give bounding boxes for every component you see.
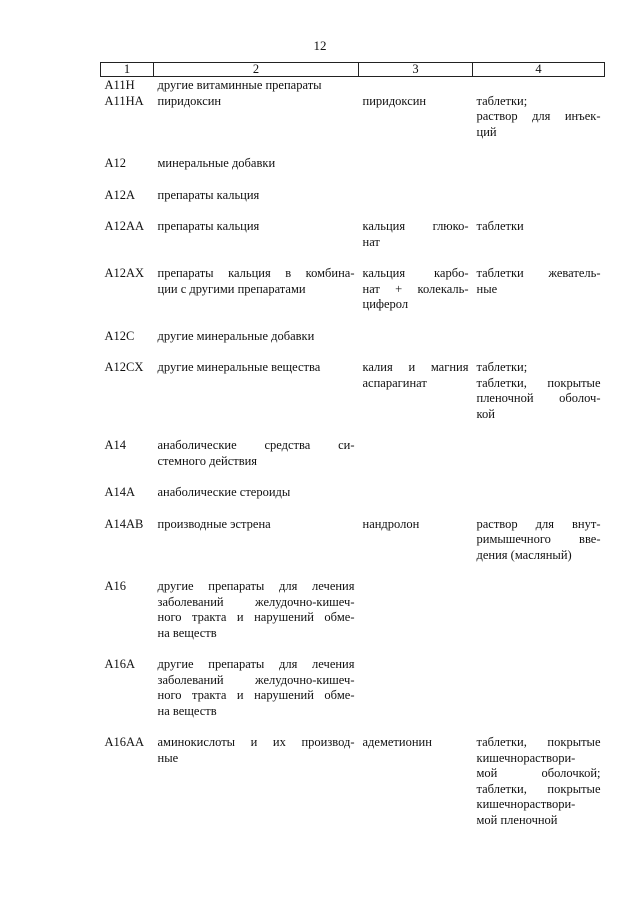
cell-line: таблетки; [476, 93, 528, 108]
drug-table [100, 62, 605, 844]
cell-line: A16 [104, 579, 127, 593]
cell-group [154, 329, 359, 361]
cell-line: A12A [104, 187, 136, 202]
cell-form [473, 438, 605, 485]
cell-group [154, 517, 359, 580]
header-col-2: 2 [154, 63, 359, 77]
cell-line: кой [476, 406, 495, 421]
cell-line: ции с другими препаратами [157, 281, 306, 296]
cell-form [473, 188, 605, 220]
cell-inn [359, 77, 473, 94]
cell-line: другие витаминные препараты [157, 78, 322, 92]
cell-code [101, 517, 154, 580]
cell-line: нандролон [362, 516, 420, 531]
cell-line: пиридоксин [362, 93, 427, 108]
cell-group [154, 360, 359, 438]
cell-line: раствор для инъек- [476, 109, 601, 123]
cell-line: римышечного вве- [476, 532, 601, 546]
cell-line: нат + колекаль- [362, 281, 469, 296]
cell-line: на веществ [157, 625, 217, 640]
cell-code [101, 77, 154, 94]
page-number: 12 [313, 38, 327, 53]
cell-line: кишечнораствори- [476, 750, 576, 765]
cell-line: раствор для внут- [476, 516, 601, 531]
cell-line: анаболические стероиды [157, 485, 291, 499]
cell-code [101, 657, 154, 735]
cell-inn [359, 266, 473, 329]
cell-line: A12AA [104, 219, 145, 233]
cell-group [154, 188, 359, 220]
cell-group [154, 657, 359, 735]
header-col-1: 1 [101, 63, 154, 77]
cell-inn [359, 360, 473, 438]
cell-line: таблетки, покрытые [476, 735, 601, 749]
cell-line: ного тракта и нарушений обме- [157, 610, 355, 624]
cell-line: A12C [104, 328, 135, 343]
table-row [101, 360, 605, 438]
cell-line: другие минеральные вещества [157, 360, 321, 374]
cell-line: кальция карбо- [362, 266, 469, 280]
cell-code [101, 329, 154, 361]
cell-line: стемного действия [157, 453, 258, 468]
cell-form [473, 485, 605, 517]
cell-code [101, 156, 154, 188]
cell-inn [359, 219, 473, 266]
cell-code [101, 579, 154, 657]
cell-line: таблетки; [476, 360, 528, 374]
cell-form [473, 517, 605, 580]
cell-line: A12 [104, 156, 127, 170]
table-row [101, 517, 605, 580]
cell-line: таблетки, покрытые [476, 375, 601, 390]
cell-line: A16A [104, 657, 136, 671]
cell-line: заболеваний желудочно-кишеч- [157, 672, 355, 687]
cell-line: аспарагинат [362, 375, 427, 390]
cell-line: ного тракта и нарушений обме- [157, 688, 355, 702]
cell-line: мой пленочной [476, 812, 558, 827]
cell-line: ные [157, 750, 179, 765]
cell-inn [359, 156, 473, 188]
cell-form [473, 657, 605, 735]
table-row [101, 77, 605, 94]
cell-form [473, 329, 605, 361]
table-header-row [101, 63, 605, 77]
cell-line: пленочной оболоч- [476, 391, 601, 405]
cell-form [473, 735, 605, 844]
cell-group [154, 485, 359, 517]
cell-code [101, 360, 154, 438]
cell-form [473, 94, 605, 157]
cell-code [101, 438, 154, 485]
cell-code [101, 219, 154, 266]
cell-line: заболеваний желудочно-кишеч- [157, 594, 355, 609]
cell-line: пиридоксин [157, 93, 222, 108]
cell-line: A14A [104, 485, 136, 499]
table-row [101, 266, 605, 329]
cell-group [154, 266, 359, 329]
cell-line: адеметионин [362, 735, 432, 749]
cell-line: калия и магния [362, 360, 469, 374]
cell-line: A14AB [104, 516, 144, 531]
cell-inn [359, 657, 473, 735]
table-body [101, 77, 605, 845]
cell-code [101, 735, 154, 844]
cell-line: мой оболочкой; [476, 766, 601, 780]
cell-code [101, 94, 154, 157]
table-row [101, 735, 605, 844]
cell-form [473, 266, 605, 329]
cell-inn [359, 517, 473, 580]
table-row [101, 579, 605, 657]
cell-inn [359, 94, 473, 157]
table-row [101, 329, 605, 361]
cell-line: дения (масляный) [476, 547, 572, 562]
cell-inn [359, 579, 473, 657]
cell-line: нат [362, 234, 380, 249]
cell-line: A12CX [104, 360, 144, 374]
cell-group [154, 579, 359, 657]
cell-line: производные эстрена [157, 516, 271, 531]
cell-line: таблетки [476, 219, 524, 233]
cell-line: ций [476, 124, 497, 139]
cell-line: другие минеральные добавки [157, 328, 315, 343]
table-row [101, 94, 605, 157]
table-row [101, 156, 605, 188]
cell-form [473, 360, 605, 438]
cell-group [154, 77, 359, 94]
cell-line: кальция глюко- [362, 219, 469, 233]
cell-group [154, 219, 359, 266]
cell-form [473, 579, 605, 657]
table-row [101, 485, 605, 517]
cell-line: другие препараты для лечения [157, 579, 355, 593]
cell-group [154, 438, 359, 485]
cell-inn [359, 188, 473, 220]
cell-code [101, 188, 154, 220]
table-row [101, 219, 605, 266]
table-row [101, 188, 605, 220]
cell-line: циферол [362, 297, 409, 311]
cell-line: таблетки, покрытые [476, 781, 601, 796]
cell-inn [359, 485, 473, 517]
header-col-4: 4 [473, 63, 605, 77]
cell-line: A11H [104, 78, 135, 92]
cell-line: A16AA [104, 735, 145, 749]
cell-line: ные [476, 281, 498, 296]
cell-form [473, 77, 605, 94]
cell-inn [359, 438, 473, 485]
cell-line: препараты кальция [157, 187, 260, 202]
cell-form [473, 219, 605, 266]
cell-line: A12AX [104, 266, 145, 280]
cell-line: A14 [104, 438, 127, 452]
table-row [101, 438, 605, 485]
cell-line: кишечнораствори- [476, 797, 576, 811]
cell-line: препараты кальция [157, 219, 260, 233]
cell-group [154, 735, 359, 844]
cell-line: анаболические средства си- [157, 438, 355, 452]
cell-group [154, 156, 359, 188]
cell-line: на веществ [157, 703, 217, 718]
cell-line: препараты кальция в комбина- [157, 266, 355, 280]
header-col-3: 3 [359, 63, 473, 77]
cell-line: другие препараты для лечения [157, 657, 355, 671]
cell-form [473, 156, 605, 188]
cell-line: A11HA [104, 93, 144, 108]
cell-line: таблетки жеватель- [476, 266, 601, 280]
table-row [101, 657, 605, 735]
cell-group [154, 94, 359, 157]
cell-code [101, 485, 154, 517]
cell-line: аминокислоты и их производ- [157, 735, 355, 749]
cell-inn [359, 329, 473, 361]
cell-line: минеральные добавки [157, 156, 276, 170]
cell-code [101, 266, 154, 329]
cell-inn [359, 735, 473, 844]
